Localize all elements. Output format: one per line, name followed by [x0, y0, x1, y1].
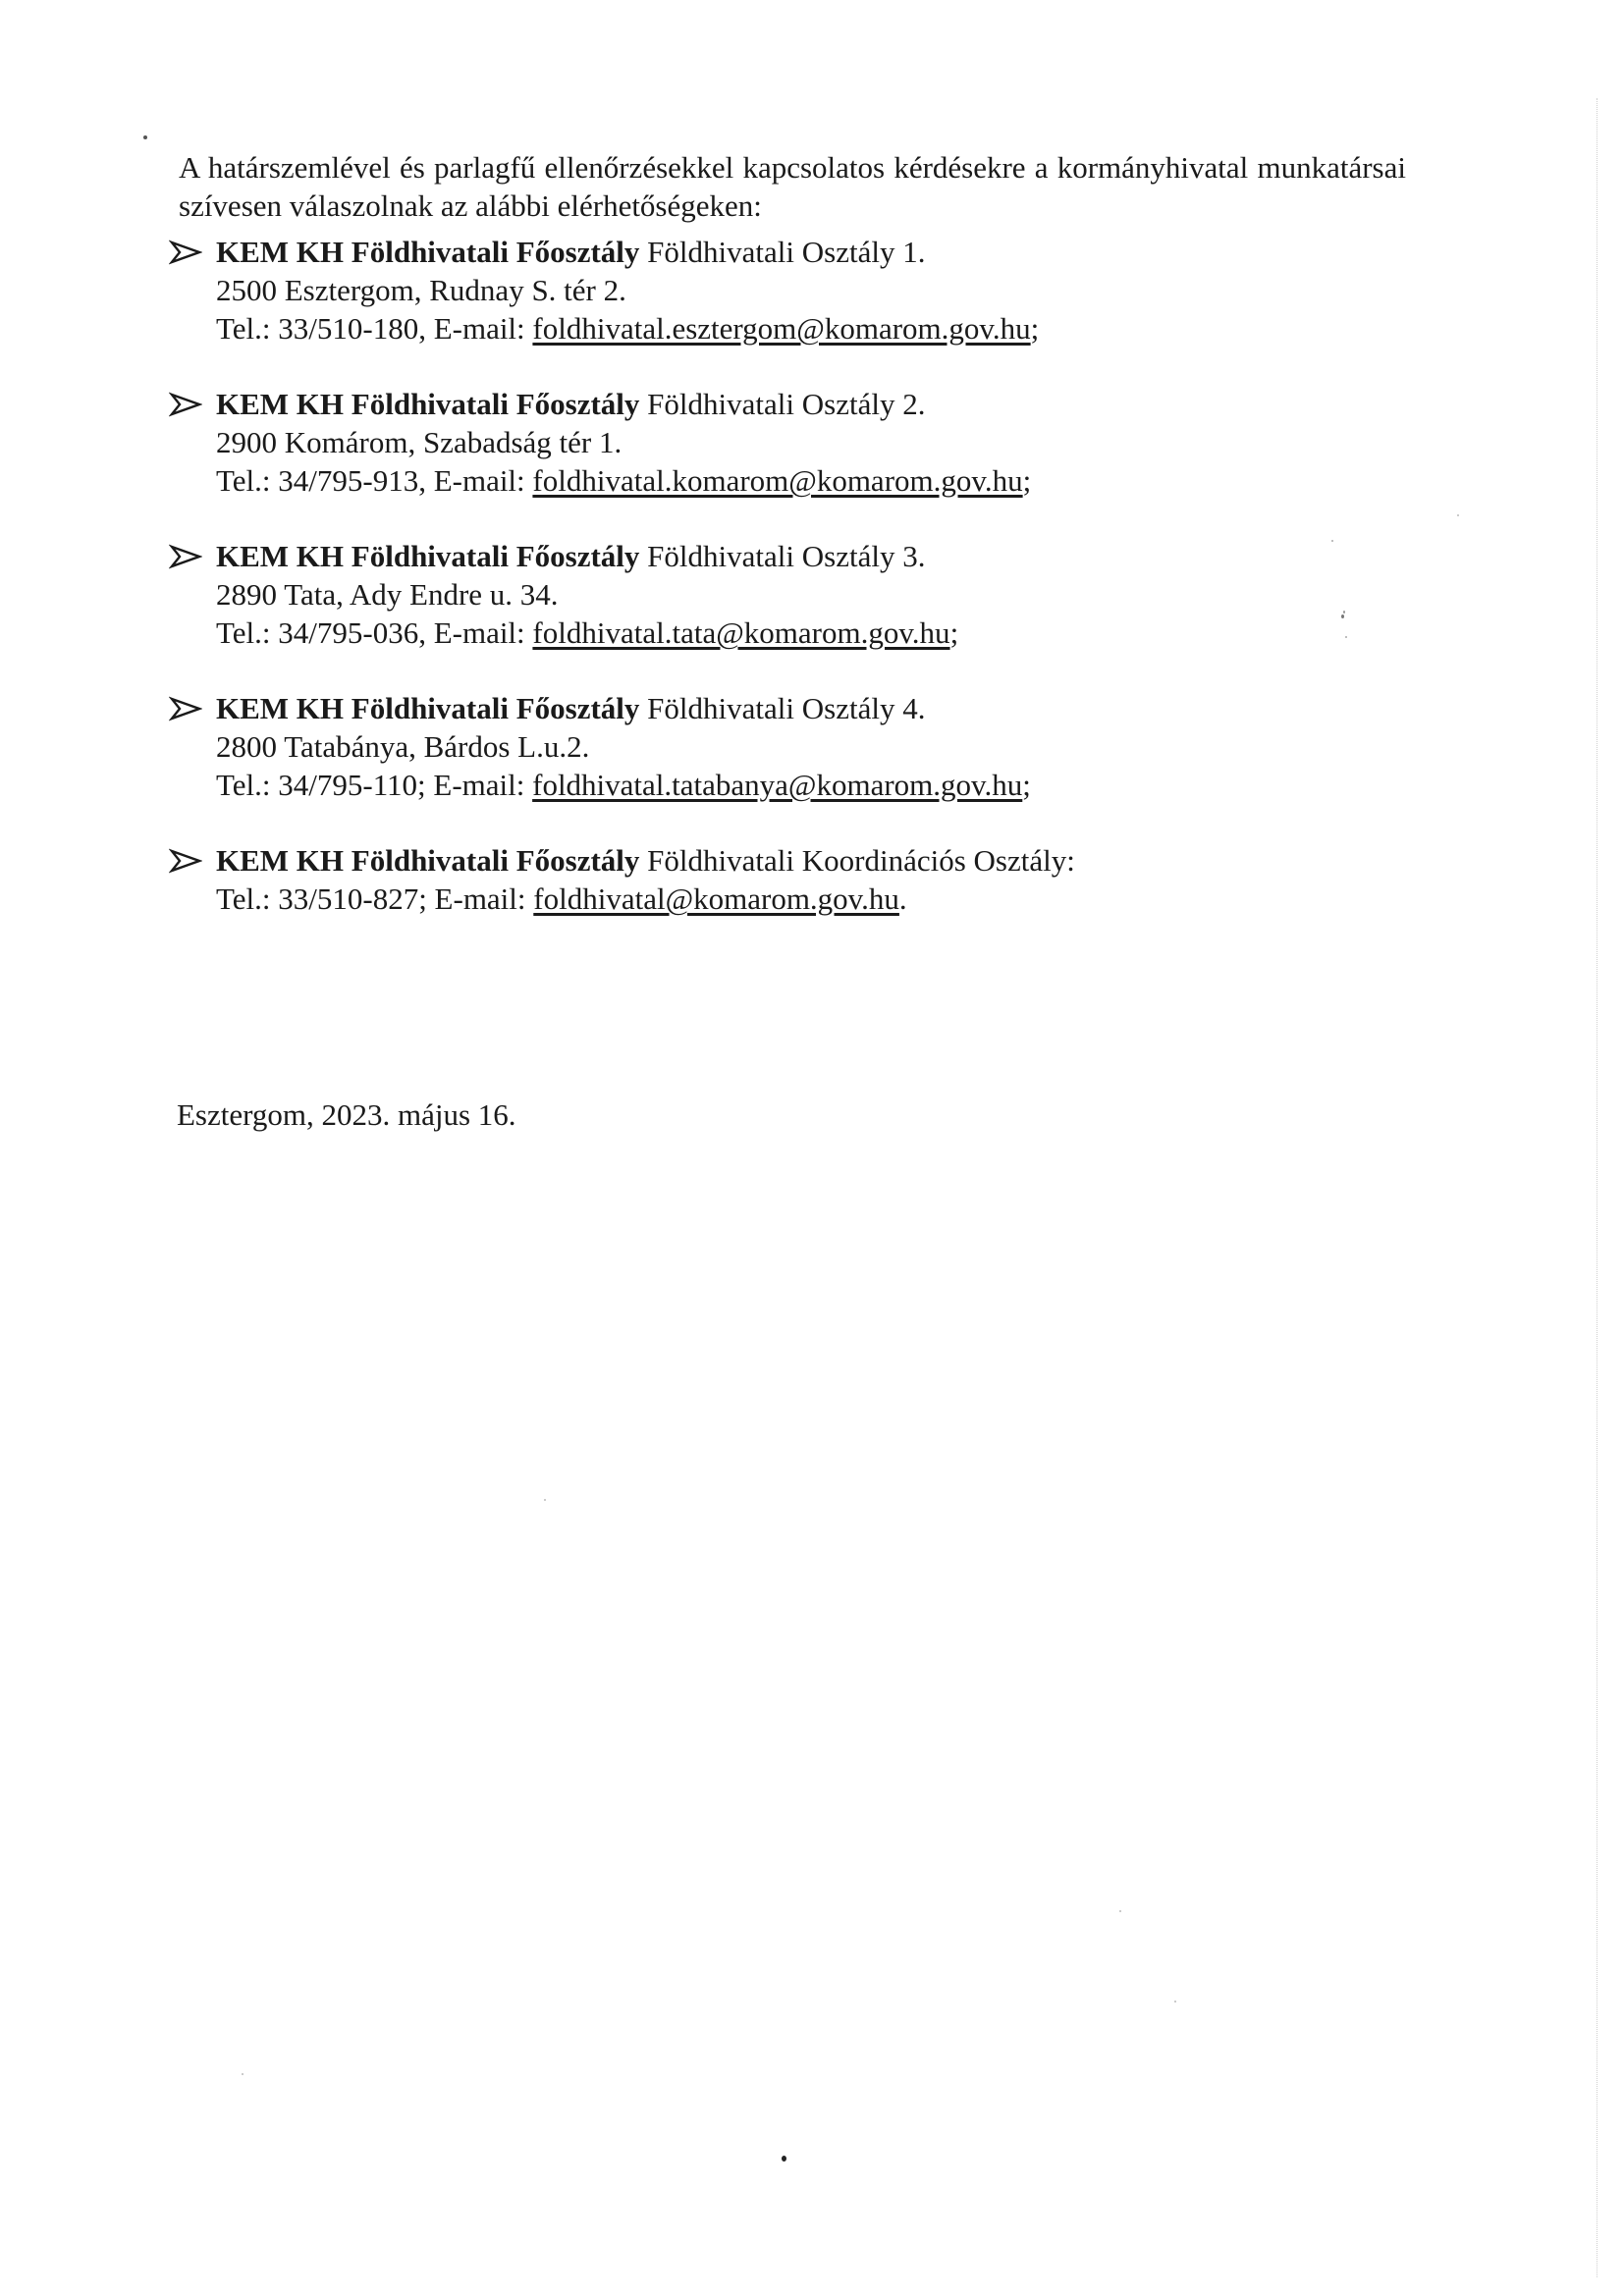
- scan-speck: [242, 2073, 244, 2075]
- phone-label: Tel.: 34/795-110; E-mail:: [216, 768, 533, 802]
- punctuation: ;: [1022, 768, 1031, 802]
- office-contact: [216, 309, 1347, 347]
- arrow-bullet-icon: [169, 385, 202, 423]
- scan-speck: [782, 2156, 786, 2162]
- scan-speck: [1174, 2001, 1176, 2002]
- punctuation: ;: [949, 615, 959, 650]
- office-name: [216, 841, 1347, 880]
- section-name: Földhivatali Osztály 4.: [639, 691, 926, 725]
- phone-label: Tel.: 34/795-036, E-mail:: [216, 615, 533, 650]
- office-entry-3: [169, 537, 1347, 652]
- punctuation: .: [898, 881, 907, 916]
- email-link[interactable]: foldhivatal@komarom.gov.hu: [533, 881, 899, 916]
- office-address: 2900 Komárom, Szabadság tér 1.: [216, 425, 623, 459]
- place-and-date: Esztergom, 2023. május 16.: [177, 1097, 516, 1132]
- phone-label: Tel.: 33/510-180, E-mail:: [216, 311, 533, 346]
- scan-speck: [1119, 1910, 1121, 1912]
- email-link[interactable]: foldhivatal.tatabanya@komarom.gov.hu: [532, 768, 1023, 802]
- arrow-bullet-icon: [169, 233, 202, 271]
- email-link[interactable]: foldhivatal.esztergom@komarom.gov.hu: [532, 311, 1031, 346]
- email-link[interactable]: foldhivatal.tata@komarom.gov.hu: [532, 615, 950, 650]
- bullet-dot: [143, 135, 147, 139]
- arrow-bullet-icon: [169, 537, 202, 575]
- phone-label: Tel.: 33/510-827; E-mail:: [216, 881, 534, 916]
- office-name: [216, 537, 1347, 575]
- office-address: 2890 Tata, Ady Endre u. 34.: [216, 577, 559, 612]
- scan-edge-line: [1597, 98, 1598, 2277]
- office-address: 2800 Tatabánya, Bárdos L.u.2.: [216, 729, 590, 764]
- department-name: KEM KH Földhivatali Főosztály: [216, 843, 640, 878]
- office-name: [216, 233, 1347, 271]
- office-contact: [216, 880, 1347, 918]
- office-name: [216, 385, 1347, 423]
- scan-speck: [1343, 611, 1345, 614]
- office-contact: [216, 461, 1347, 500]
- scan-speck: [1331, 540, 1333, 542]
- office-contact: [216, 614, 1347, 652]
- section-name: Földhivatali Osztály 2.: [639, 387, 926, 421]
- phone-label: Tel.: 34/795-913, E-mail:: [216, 463, 533, 498]
- punctuation: ;: [1030, 311, 1040, 346]
- punctuation: ;: [1022, 463, 1032, 498]
- arrow-bullet-icon: [169, 689, 202, 727]
- arrow-bullet-icon: [169, 841, 202, 880]
- office-entry-1: [169, 233, 1347, 347]
- email-link[interactable]: foldhivatal.komarom@komarom.gov.hu: [532, 463, 1023, 498]
- scan-speck: [544, 1499, 546, 1501]
- department-name: KEM KH Földhivatali Főosztály: [216, 235, 640, 269]
- scan-speck: [1345, 636, 1347, 638]
- office-contact: [216, 766, 1347, 804]
- scan-speck: [1341, 614, 1344, 618]
- scan-speck: [1457, 514, 1459, 516]
- section-name: Földhivatali Koordinációs Osztály:: [639, 843, 1075, 878]
- department-name: KEM KH Földhivatali Főosztály: [216, 539, 640, 573]
- section-name: Földhivatali Osztály 3.: [639, 539, 926, 573]
- office-entry-5: [169, 841, 1347, 918]
- office-address: 2500 Esztergom, Rudnay S. tér 2.: [216, 273, 626, 307]
- intro-paragraph: A határszemlével és parlagfű ellenőrzésekkel kapcsolatos kérdésekre a kormányhivatal munkatársai szívesen válaszolnak az alábbi elérhetőségeken:: [179, 150, 1406, 223]
- section-name: Földhivatali Osztály 1.: [639, 235, 926, 269]
- office-entry-4: [169, 689, 1347, 804]
- office-entry-2: [169, 385, 1347, 500]
- department-name: KEM KH Földhivatali Főosztály: [216, 691, 640, 725]
- department-name: KEM KH Földhivatali Főosztály: [216, 387, 640, 421]
- office-name: [216, 689, 1347, 727]
